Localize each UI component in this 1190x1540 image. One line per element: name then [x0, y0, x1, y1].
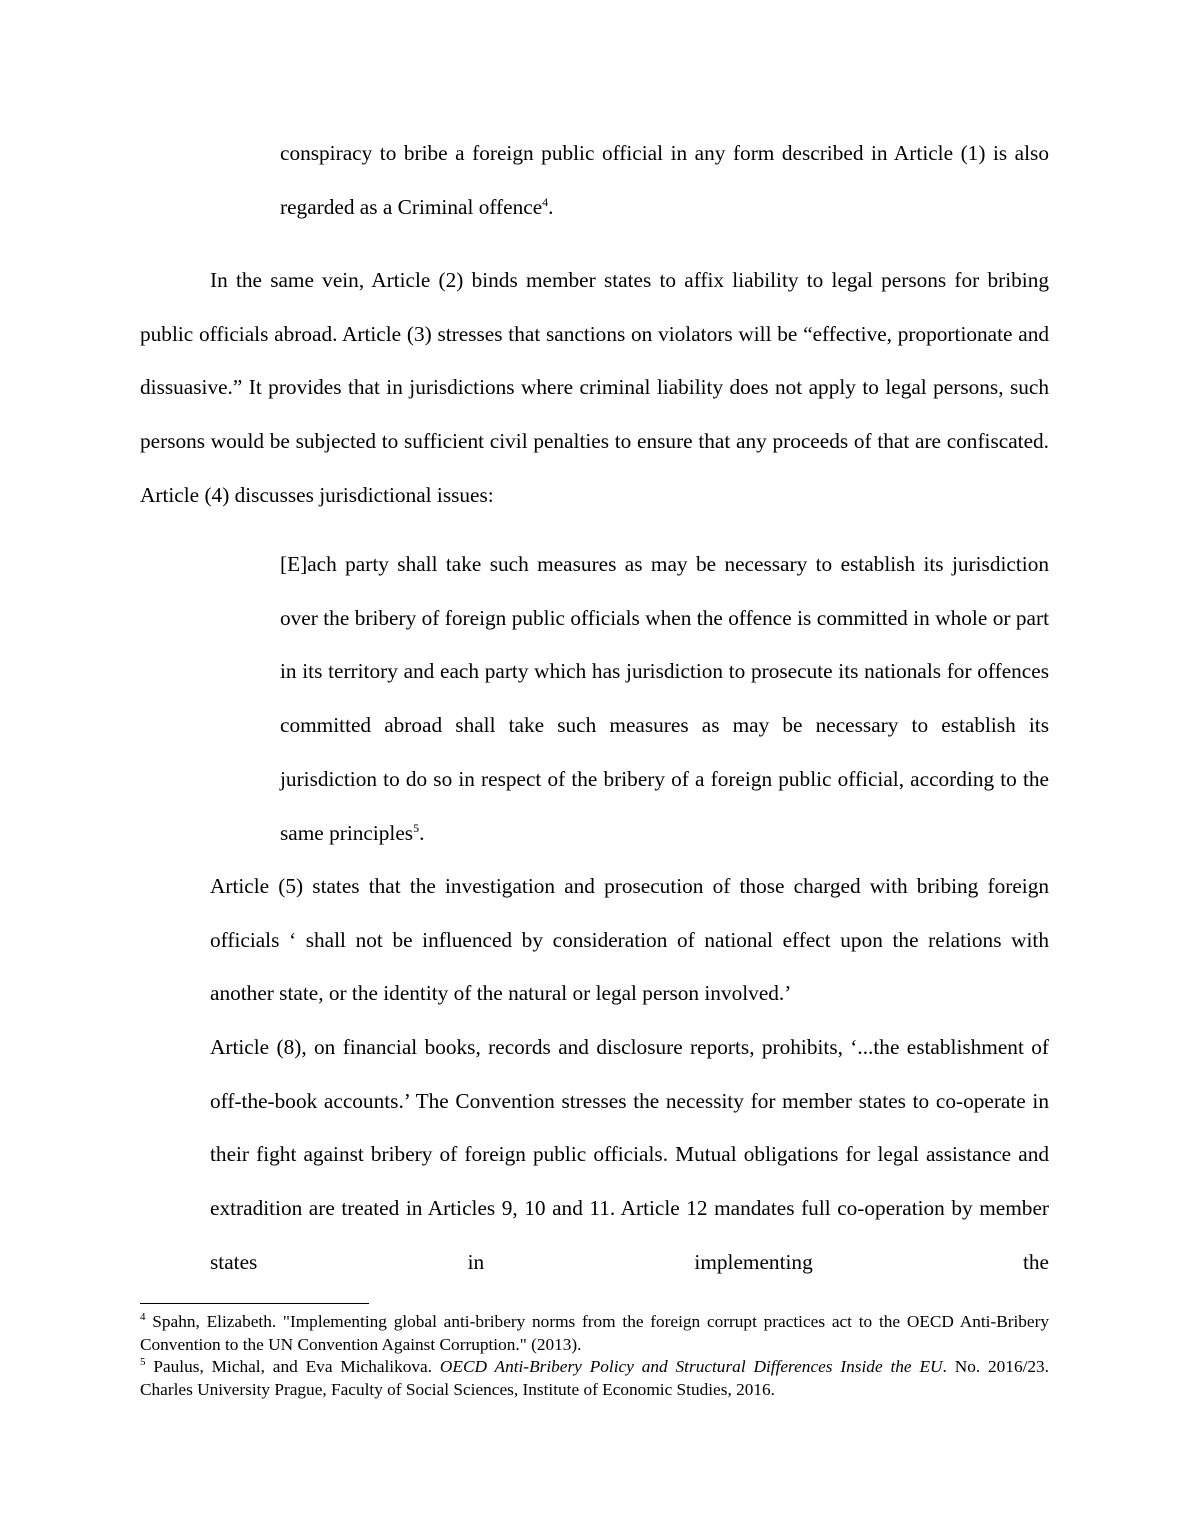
- quote-text: conspiracy to bribe a foreign public official in any form described in Article (1) is also regarded as a Criminal offence: [280, 141, 1049, 219]
- footnote-text: Spahn, Elizabeth. "Implementing global anti-bribery norms from the foreign corrupt practices act to the OECD Anti-Bribery Convention to the UN Convention Against Corruption." (2013).: [140, 1312, 1049, 1354]
- block-quote-conspiracy: [280, 127, 1049, 234]
- footnote-number: 4: [140, 1311, 146, 1324]
- paragraph-liability: In the same vein, Article (2) binds member states to affix liability to legal persons for bribing public officials abroad. Article (3) stresses that sanctions on violators will be “effective, proportionate and dissuasive.” It provides that in jurisdictions where criminal liability does not apply to legal persons, such persons would be subjected to sufficient civil penalties to ensure that any proceeds of that are confiscated. Article (4) discusses jurisdictional issues:: [140, 268, 1049, 507]
- footnote-4: [140, 1311, 1049, 1356]
- block-quote-jurisdiction: [280, 538, 1049, 860]
- footnotes-section: [140, 1311, 1049, 1401]
- paragraph-article-8: Article (8), on financial books, records and disclosure reports, prohibits, ‘...the establishment of off-the-book accounts.’ The Convention stresses the necessity for member states to co-operate in their fight against bribery of foreign public officials. Mutual obligations for legal assistance and extradition are treated in Articles 9, 10 and 11. Article 12 mandates full co-operation by member states in implementing the: [210, 1035, 1049, 1274]
- paragraph-article-5: Article (5) states that the investigation and prosecution of those charged with bribing foreign officials ‘ shall not be influenced by consideration of national effect upon the relations with another state, or the identity of the natural or legal person involved.’: [210, 874, 1049, 1006]
- footnote-ref-4[interactable]: 4: [542, 194, 549, 209]
- footnote-publication: . No. 2016/23. Charles University Prague, Faculty of Social Sciences, Institute of Economic Studies, 2016.: [140, 1357, 1049, 1399]
- footnote-number: 5: [140, 1356, 146, 1369]
- quote-end: .: [419, 820, 425, 845]
- quote-end: .: [548, 194, 554, 219]
- footnote-authors: Paulus, Michal, and Eva Michalikova.: [145, 1357, 440, 1376]
- footnote-separator: [140, 1303, 369, 1304]
- footnote-title: OECD Anti-Bribery Policy and Structural Differences Inside the EU: [439, 1357, 943, 1376]
- footnote-5: [140, 1356, 1049, 1401]
- footnote-ref-5[interactable]: 5: [413, 820, 420, 835]
- quote-text: [E]ach party shall take such measures as may be necessary to establish its jurisdiction over the bribery of foreign public officials when the offence is committed in whole or part in its territory and each party which has jurisdiction to prosecute its nationals for offences committed abroad shall take such measures as may be necessary to establish its jurisdiction to do so in respect of the bribery of a foreign public official, according to the same principles: [280, 552, 1049, 845]
